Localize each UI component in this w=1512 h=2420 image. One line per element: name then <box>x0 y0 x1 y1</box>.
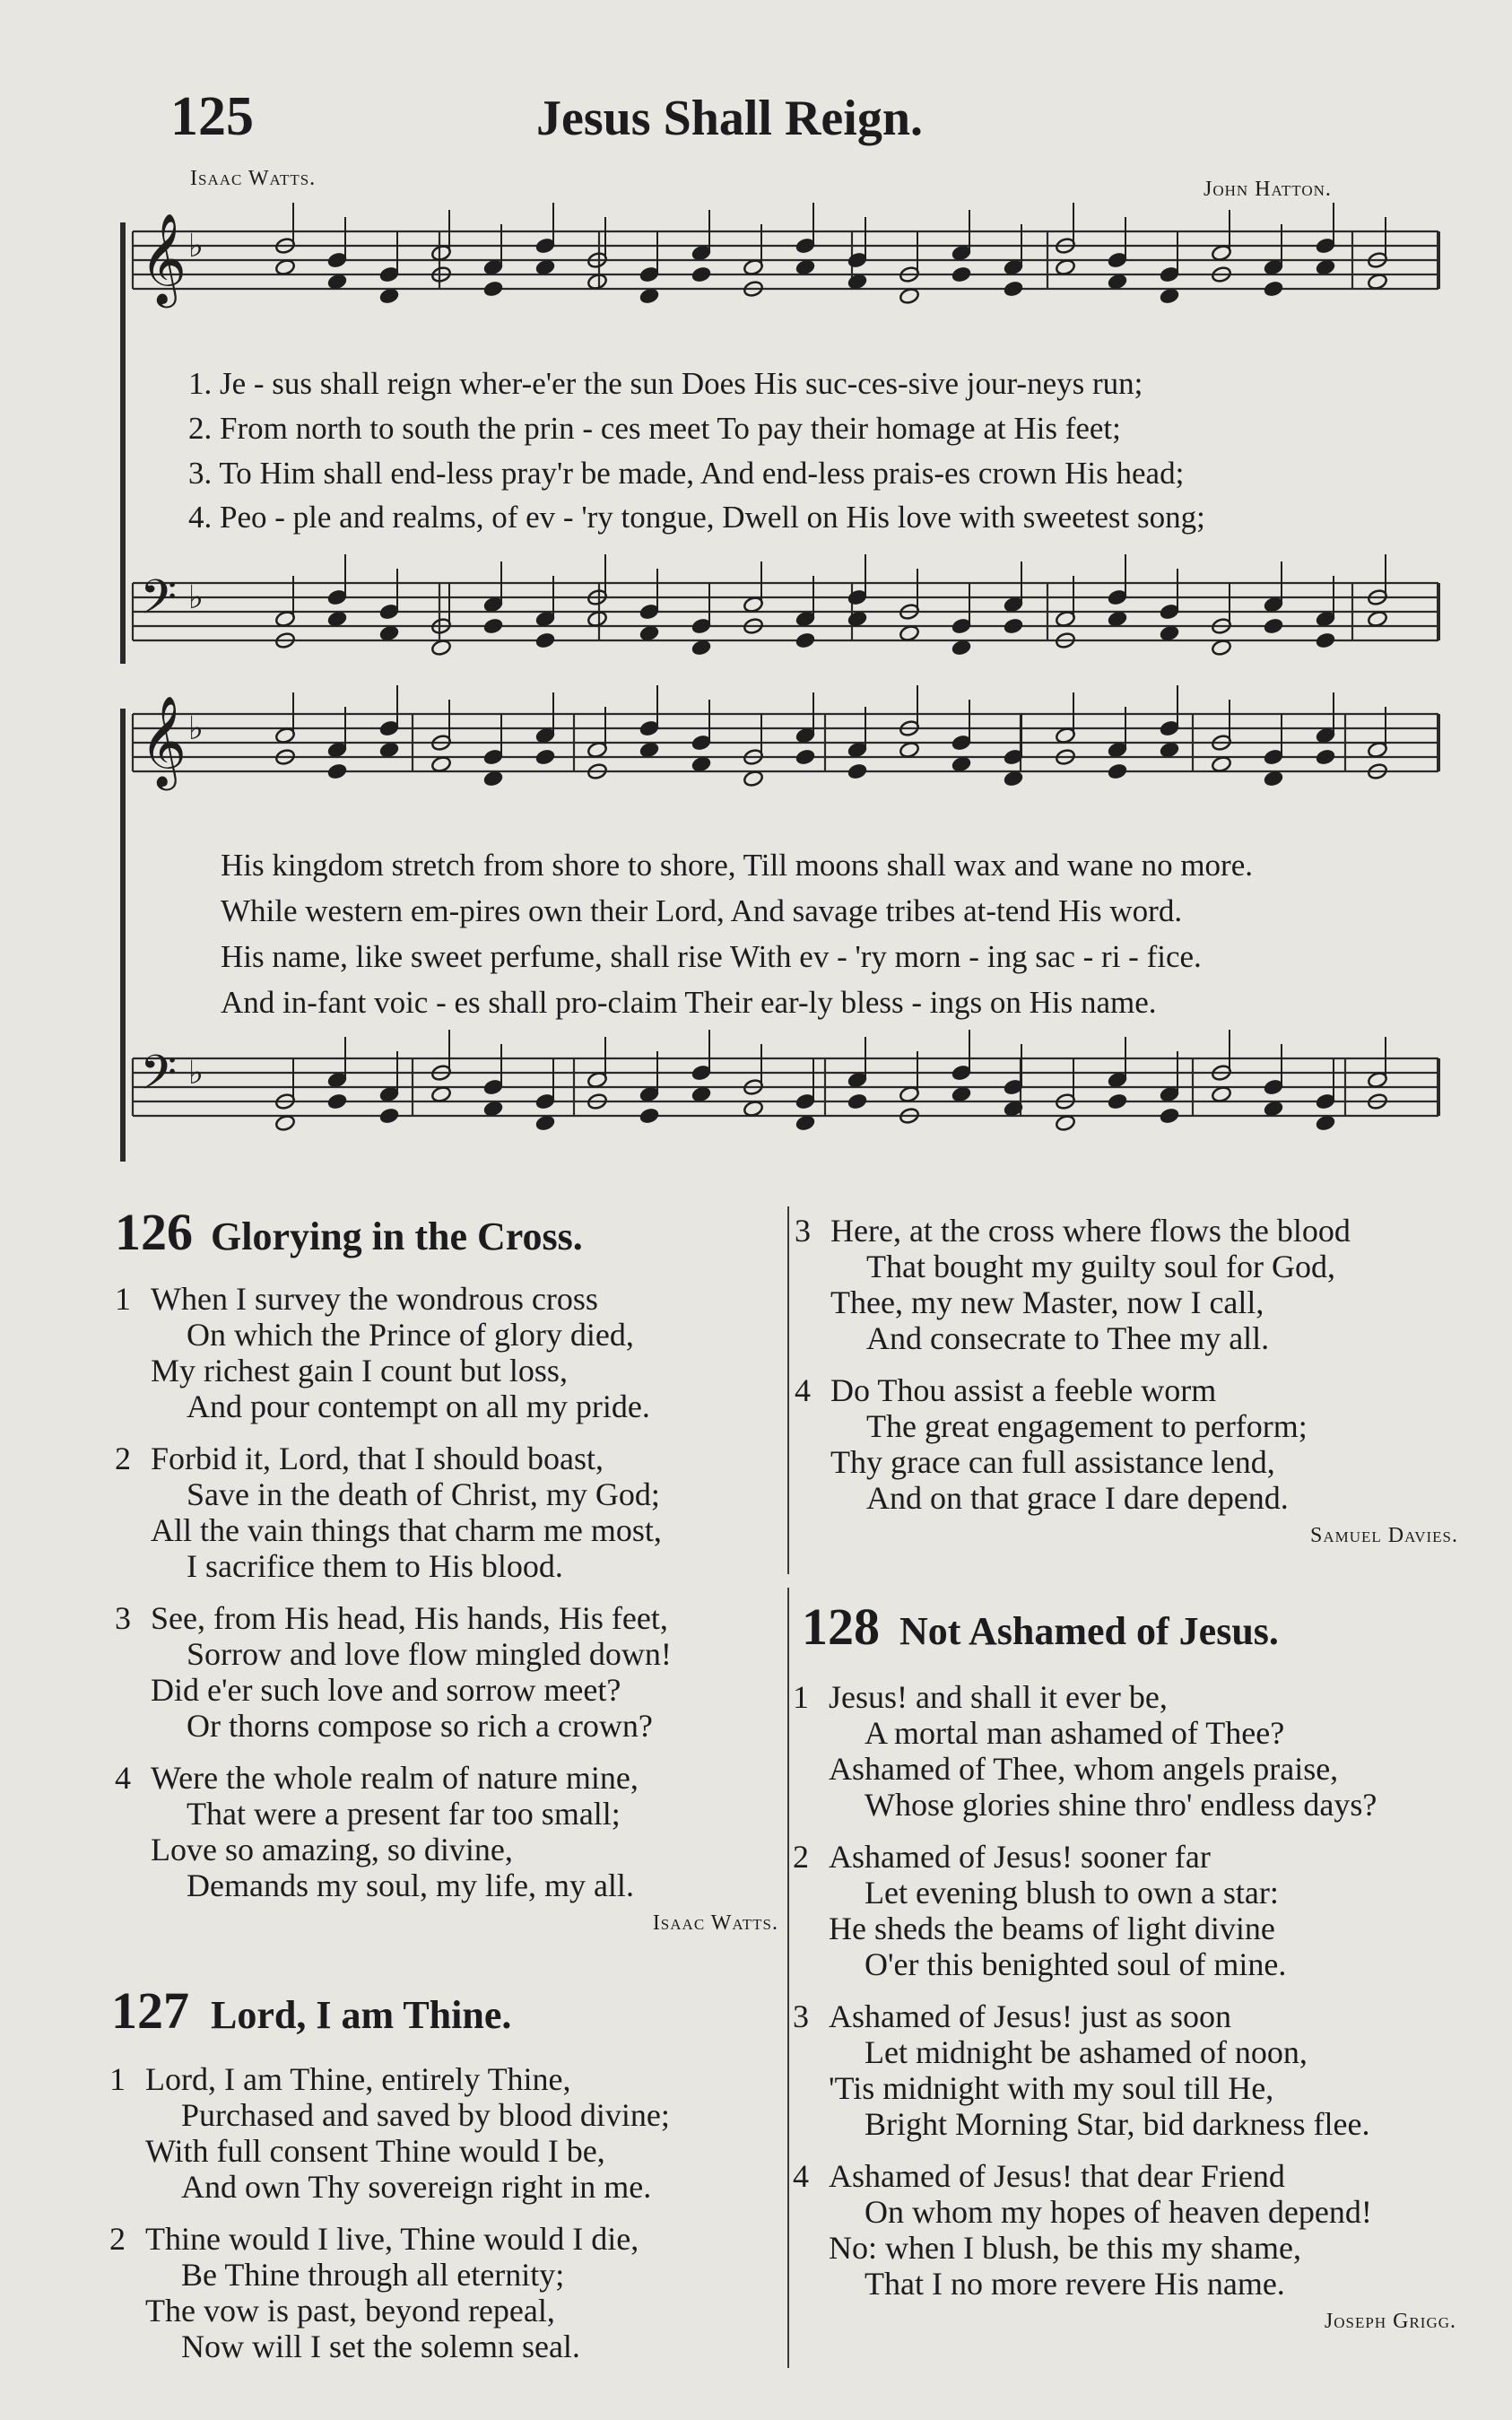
verse-line: The great engagement to perform; <box>866 1408 1308 1444</box>
verse <box>109 2221 773 2364</box>
hymn-128-verses <box>793 1679 1456 2339</box>
verse-number: 4 <box>115 1760 131 1796</box>
svg-text:♭: ♭ <box>188 228 204 265</box>
verse-line: The vow is past, beyond repeal, <box>145 2293 555 2329</box>
verse-number: 4 <box>795 1372 811 1408</box>
verse-number: 3 <box>795 1213 811 1249</box>
verse-line: Jesus! and shall it ever be, <box>829 1679 1168 1715</box>
svg-text:♭: ♭ <box>188 579 204 616</box>
verse-line: A mortal man ashamed of Thee? <box>865 1715 1285 1751</box>
verse-line: My richest gain I count but loss, <box>151 1353 568 1388</box>
verse-number: 1 <box>115 1281 131 1317</box>
hymn-author: Isaac Watts. <box>652 1911 778 1935</box>
verse <box>109 2061 773 2205</box>
verse-line: Love so amazing, so divine, <box>151 1832 513 1867</box>
verse <box>793 2158 1456 2302</box>
verse <box>115 1600 778 1744</box>
hymn-author: Joseph Grigg. <box>1324 2310 1456 2333</box>
verse <box>115 1441 778 1584</box>
music-notation <box>0 0 1512 1202</box>
verse-line: Let evening blush to own a star: <box>865 1875 1279 1911</box>
verse-line: And own Thy sovereign right in me. <box>181 2169 652 2205</box>
hymn-126-number: 126 <box>115 1203 193 1261</box>
verse-line: Thine would I live, Thine would I die, <box>145 2221 639 2257</box>
verse-line: Thee, my new Master, now I call, <box>830 1284 1264 1320</box>
hymn-126-continued-verses <box>795 1213 1458 1554</box>
hymn-125-title: Jesus Shall Reign. <box>536 91 923 146</box>
verse-number: 3 <box>115 1600 131 1636</box>
svg-text:♭: ♭ <box>188 710 204 747</box>
verse-line: I sacrifice them to His blood. <box>187 1548 563 1584</box>
lyric-line-verse-3b: His name, like sweet perfume, shall rise With ev - 'ry morn - ing sac - ri - fice. <box>221 939 1202 974</box>
verse-line: Now will I set the solemn seal. <box>181 2329 580 2364</box>
verse-line: No: when I blush, be this my shame, <box>829 2230 1301 2266</box>
verse <box>795 1213 1458 1356</box>
verse-line: That were a present far too small; <box>187 1796 621 1832</box>
verse-line: Were the whole realm of nature mine, <box>151 1760 639 1796</box>
verse-line: Here, at the cross where flows the blood <box>830 1213 1351 1249</box>
verse-line: With full consent Thine would I be, <box>145 2133 605 2169</box>
verse-line: Forbid it, Lord, that I should boast, <box>151 1441 604 1476</box>
verse <box>793 1839 1456 1982</box>
verse-line: When I survey the wondrous cross <box>151 1281 598 1317</box>
hymn-126-title: Glorying in the Cross. <box>211 1214 583 1258</box>
verse-line: That bought my guilty soul for God, <box>866 1249 1335 1284</box>
verse-line: On which the Prince of glory died, <box>187 1317 634 1353</box>
verse-line: Purchased and saved by blood divine; <box>181 2097 670 2133</box>
verse-number: 2 <box>109 2221 126 2257</box>
verse-line: He sheds the beams of light divine <box>829 1911 1275 1946</box>
svg-text:𝄞: 𝄞 <box>140 212 187 304</box>
verse-line: Be Thine through all eternity; <box>181 2257 565 2293</box>
verse-line: And consecrate to Thee my all. <box>866 1320 1270 1356</box>
verse-line: All the vain things that charm me most, <box>151 1512 662 1548</box>
verse-line: Sorrow and love flow mingled down! <box>187 1636 672 1672</box>
verse-line: Bright Morning Star, bid darkness flee. <box>865 2106 1370 2142</box>
hymn-125-words-by: Isaac Watts. <box>190 167 317 190</box>
verse-line: Ashamed of Thee, whom angels praise, <box>829 1751 1339 1787</box>
svg-text:𝄢: 𝄢 <box>140 1046 178 1112</box>
lyric-line-verse-4: 4. Peo - ple and realms, of ev - 'ry tongue, Dwell on His love with sweetest song; <box>188 500 1205 535</box>
verse-line: That I no more revere His name. <box>865 2266 1285 2302</box>
hymn-125-number: 125 <box>170 86 254 147</box>
hymn-author: Samuel Davies. <box>1310 1524 1458 1547</box>
verse-number: 1 <box>793 1679 809 1715</box>
hymn-126-header <box>115 1202 583 1262</box>
verse-line: Ashamed of Jesus! sooner far <box>829 1839 1211 1875</box>
verse-line: Lord, I am Thine, entirely Thine, <box>145 2061 571 2097</box>
verse-number: 1 <box>109 2061 126 2097</box>
verse-line: Let midnight be ashamed of noon, <box>865 2034 1308 2070</box>
verse-line: Did e'er such love and sorrow meet? <box>151 1672 621 1708</box>
verse-line: And on that grace I dare depend. <box>866 1480 1289 1516</box>
verse-line: 'Tis midnight with my soul till He, <box>829 2070 1274 2106</box>
hymn-128-number: 128 <box>802 1597 880 1656</box>
verse-line: Whose glories shine thro' endless days? <box>865 1787 1377 1823</box>
hymn-128-header <box>802 1597 1279 1657</box>
hymn-127-number: 127 <box>111 1981 189 2040</box>
verse-number: 3 <box>793 1998 809 2034</box>
verse-line: Ashamed of Jesus! just as soon <box>829 1998 1231 2034</box>
verse-number: 4 <box>793 2158 809 2194</box>
verse-line: See, from His head, His hands, His feet, <box>151 1600 668 1636</box>
verse-number: 2 <box>793 1839 809 1875</box>
verse <box>115 1760 778 1903</box>
verse <box>115 1281 778 1424</box>
verse <box>793 1998 1456 2142</box>
lyric-line-verse-1: 1. Je - sus shall reign wher-e'er the sun Does His suc-ces-sive jour-neys run; <box>188 366 1143 401</box>
svg-text:♭: ♭ <box>188 1055 204 1092</box>
svg-text:𝄢: 𝄢 <box>140 570 178 637</box>
verse <box>795 1372 1458 1516</box>
column-divider-bottom <box>787 1588 789 2368</box>
verse-line: O'er this benighted soul of mine. <box>865 1946 1287 1982</box>
hymn-127-title: Lord, I am Thine. <box>211 1993 512 2037</box>
verse-line: And pour contempt on all my pride. <box>187 1388 650 1424</box>
lyric-line-verse-2b: While western em-pires own their Lord, And savage tribes at-tend His word. <box>221 893 1183 928</box>
svg-text:𝄞: 𝄞 <box>140 694 187 787</box>
lyric-line-verse-3: 3. To Him shall end-less pray'r be made, And end-less prais-es crown His head; <box>188 456 1185 491</box>
hymn-127-header <box>111 1980 511 2041</box>
hymn-127-verses <box>109 2061 773 2381</box>
verse-line: On whom my hopes of heaven depend! <box>865 2194 1372 2230</box>
lyric-line-verse-1b: His kingdom stretch from shore to shore, Till moons shall wax and wane no more. <box>221 848 1253 883</box>
hymn-125-music-by: John Hatton. <box>1204 178 1332 201</box>
verse-line: Ashamed of Jesus! that dear Friend <box>829 2158 1285 2194</box>
lyric-line-verse-4b: And in-fant voic - es shall pro-claim Their ear-ly bless - ings on His name. <box>221 985 1157 1020</box>
verse <box>793 1679 1456 1823</box>
lyric-line-verse-2: 2. From north to south the prin - ces meet To pay their homage at His feet; <box>188 411 1121 446</box>
verse-line: Save in the death of Christ, my God; <box>187 1476 660 1512</box>
verse-line: Do Thou assist a feeble worm <box>830 1372 1217 1408</box>
verse-number: 2 <box>115 1441 131 1476</box>
hymn-126-verses <box>115 1281 778 1941</box>
verse-line: Or thorns compose so rich a crown? <box>187 1708 653 1744</box>
verse-line: Thy grace can full assistance lend, <box>830 1444 1275 1480</box>
verse-line: Demands my soul, my life, my all. <box>187 1867 634 1903</box>
hymn-128-title: Not Ashamed of Jesus. <box>899 1609 1279 1653</box>
column-divider-top <box>787 1206 789 1574</box>
